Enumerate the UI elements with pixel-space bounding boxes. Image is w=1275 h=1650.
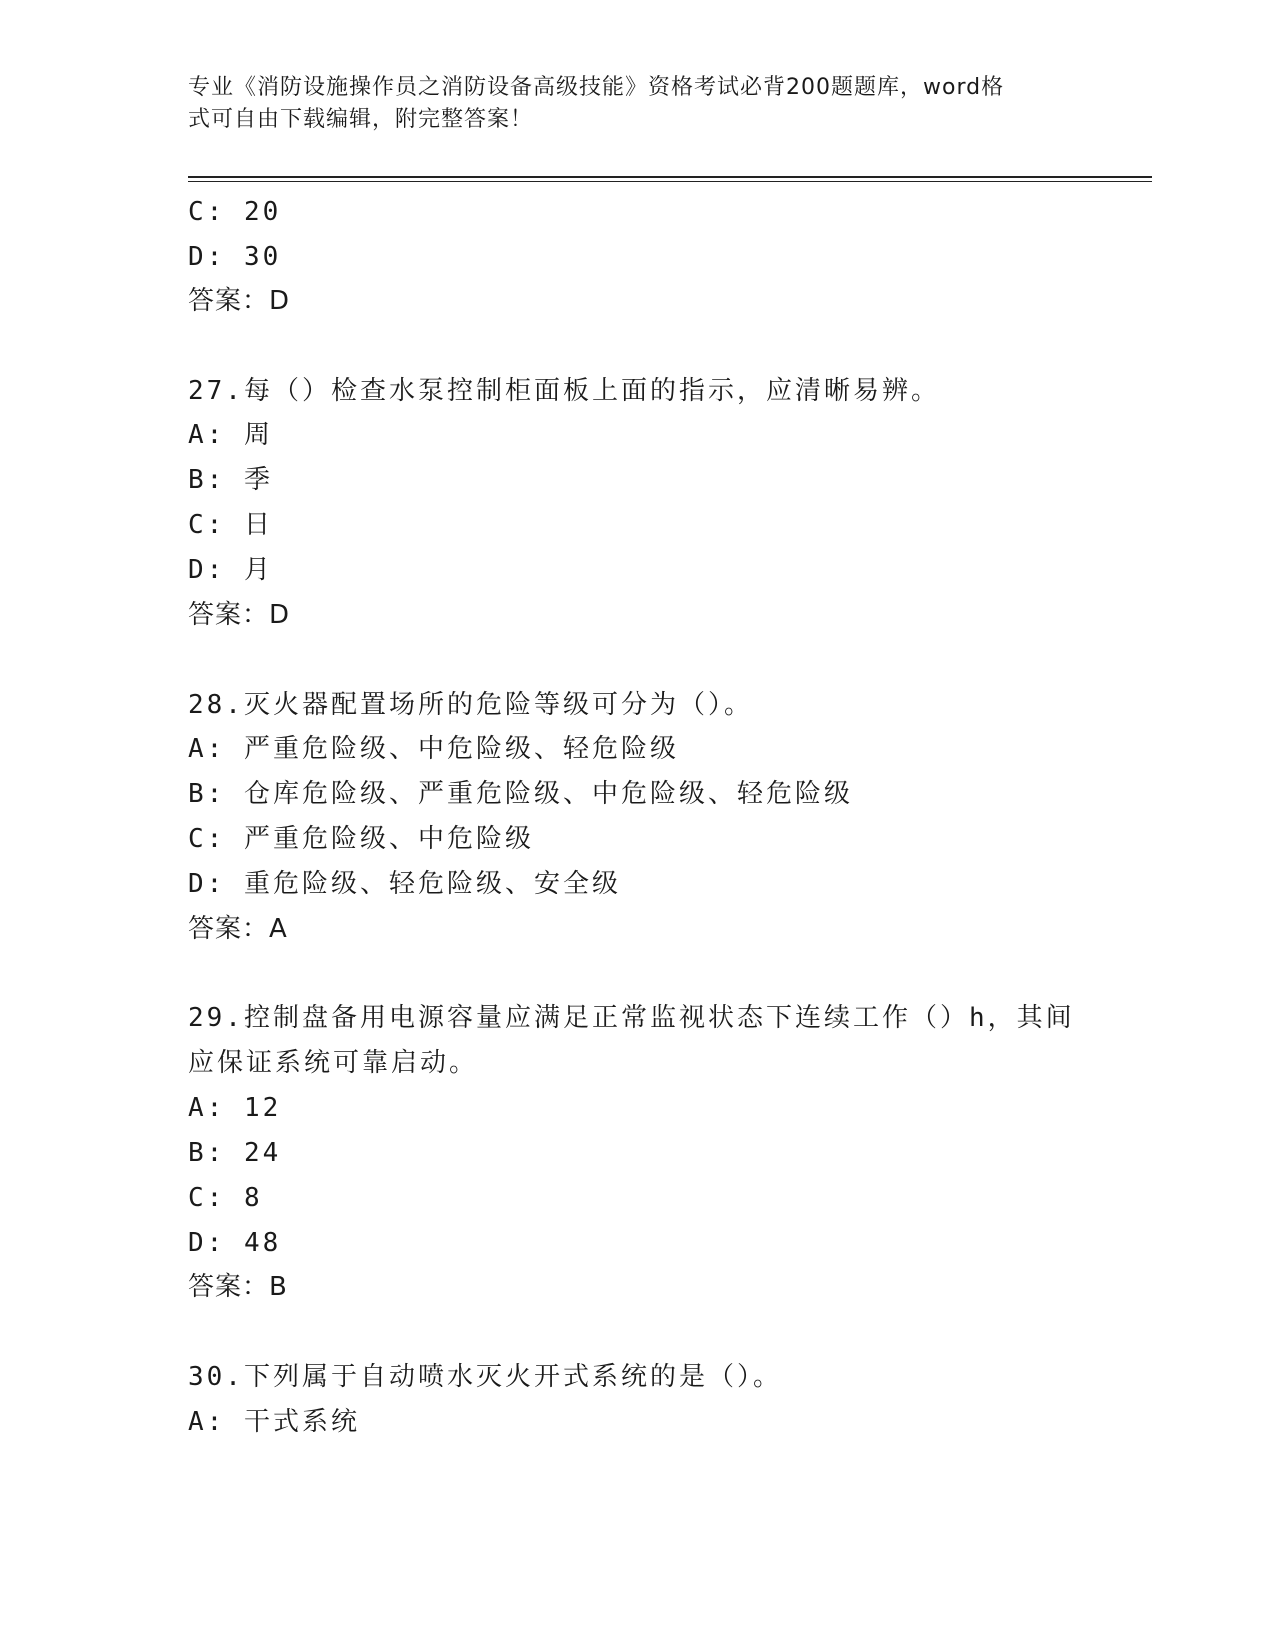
q27-option-a: A: 周 — [188, 420, 273, 450]
q26-option-c: C: 20 — [188, 197, 282, 227]
q28-option-c: C: 严重危险级、中危险级 — [188, 824, 534, 854]
q28-option-b: B: 仓库危险级、严重危险级、中危险级、轻危险级 — [188, 779, 853, 809]
q29-answer: 答案：B — [188, 1272, 288, 1302]
header-divider-thin — [188, 181, 1152, 182]
header-line-2: 式可自由下载编辑，附完整答案！ — [188, 107, 534, 132]
header-line-1: 专业《消防设施操作员之消防设备高级技能》资格考试必背200题题库，word格 — [188, 75, 1005, 100]
q26-option-d: D: 30 — [188, 242, 282, 272]
q28-stem: 28.灭火器配置场所的危险等级可分为（）。 — [188, 690, 753, 720]
document-header — [188, 72, 1068, 136]
q29-option-d: D: 48 — [188, 1228, 282, 1258]
q27-option-b: B: 季 — [188, 465, 273, 495]
q30-stem: 30.下列属于自动喷水灭火开式系统的是（）。 — [188, 1362, 782, 1392]
q27-stem: 27.每（）检查水泵控制柜面板上面的指示，应清晰易辨。 — [188, 376, 940, 406]
q27-option-c: C: 日 — [188, 510, 273, 540]
q26-answer: 答案：D — [188, 286, 291, 316]
q29-option-a: A: 12 — [188, 1093, 282, 1123]
q28-option-d: D: 重危险级、轻危险级、安全级 — [188, 869, 621, 899]
q29-option-b: B: 24 — [188, 1138, 282, 1168]
q30-option-a: A: 干式系统 — [188, 1407, 360, 1437]
q27-option-d: D: 月 — [188, 555, 273, 585]
q28-answer: 答案：A — [188, 914, 288, 944]
q29-stem-line-1: 29.控制盘备用电源容量应满足正常监视状态下连续工作（）h，其间 — [188, 1003, 1075, 1033]
q29-option-c: C: 8 — [188, 1183, 263, 1213]
q29-stem-line-2: 应保证系统可靠启动。 — [188, 1048, 479, 1078]
header-divider — [188, 176, 1152, 178]
q27-answer: 答案：D — [188, 600, 291, 630]
q28-option-a: A: 严重危险级、中危险级、轻危险级 — [188, 734, 679, 764]
